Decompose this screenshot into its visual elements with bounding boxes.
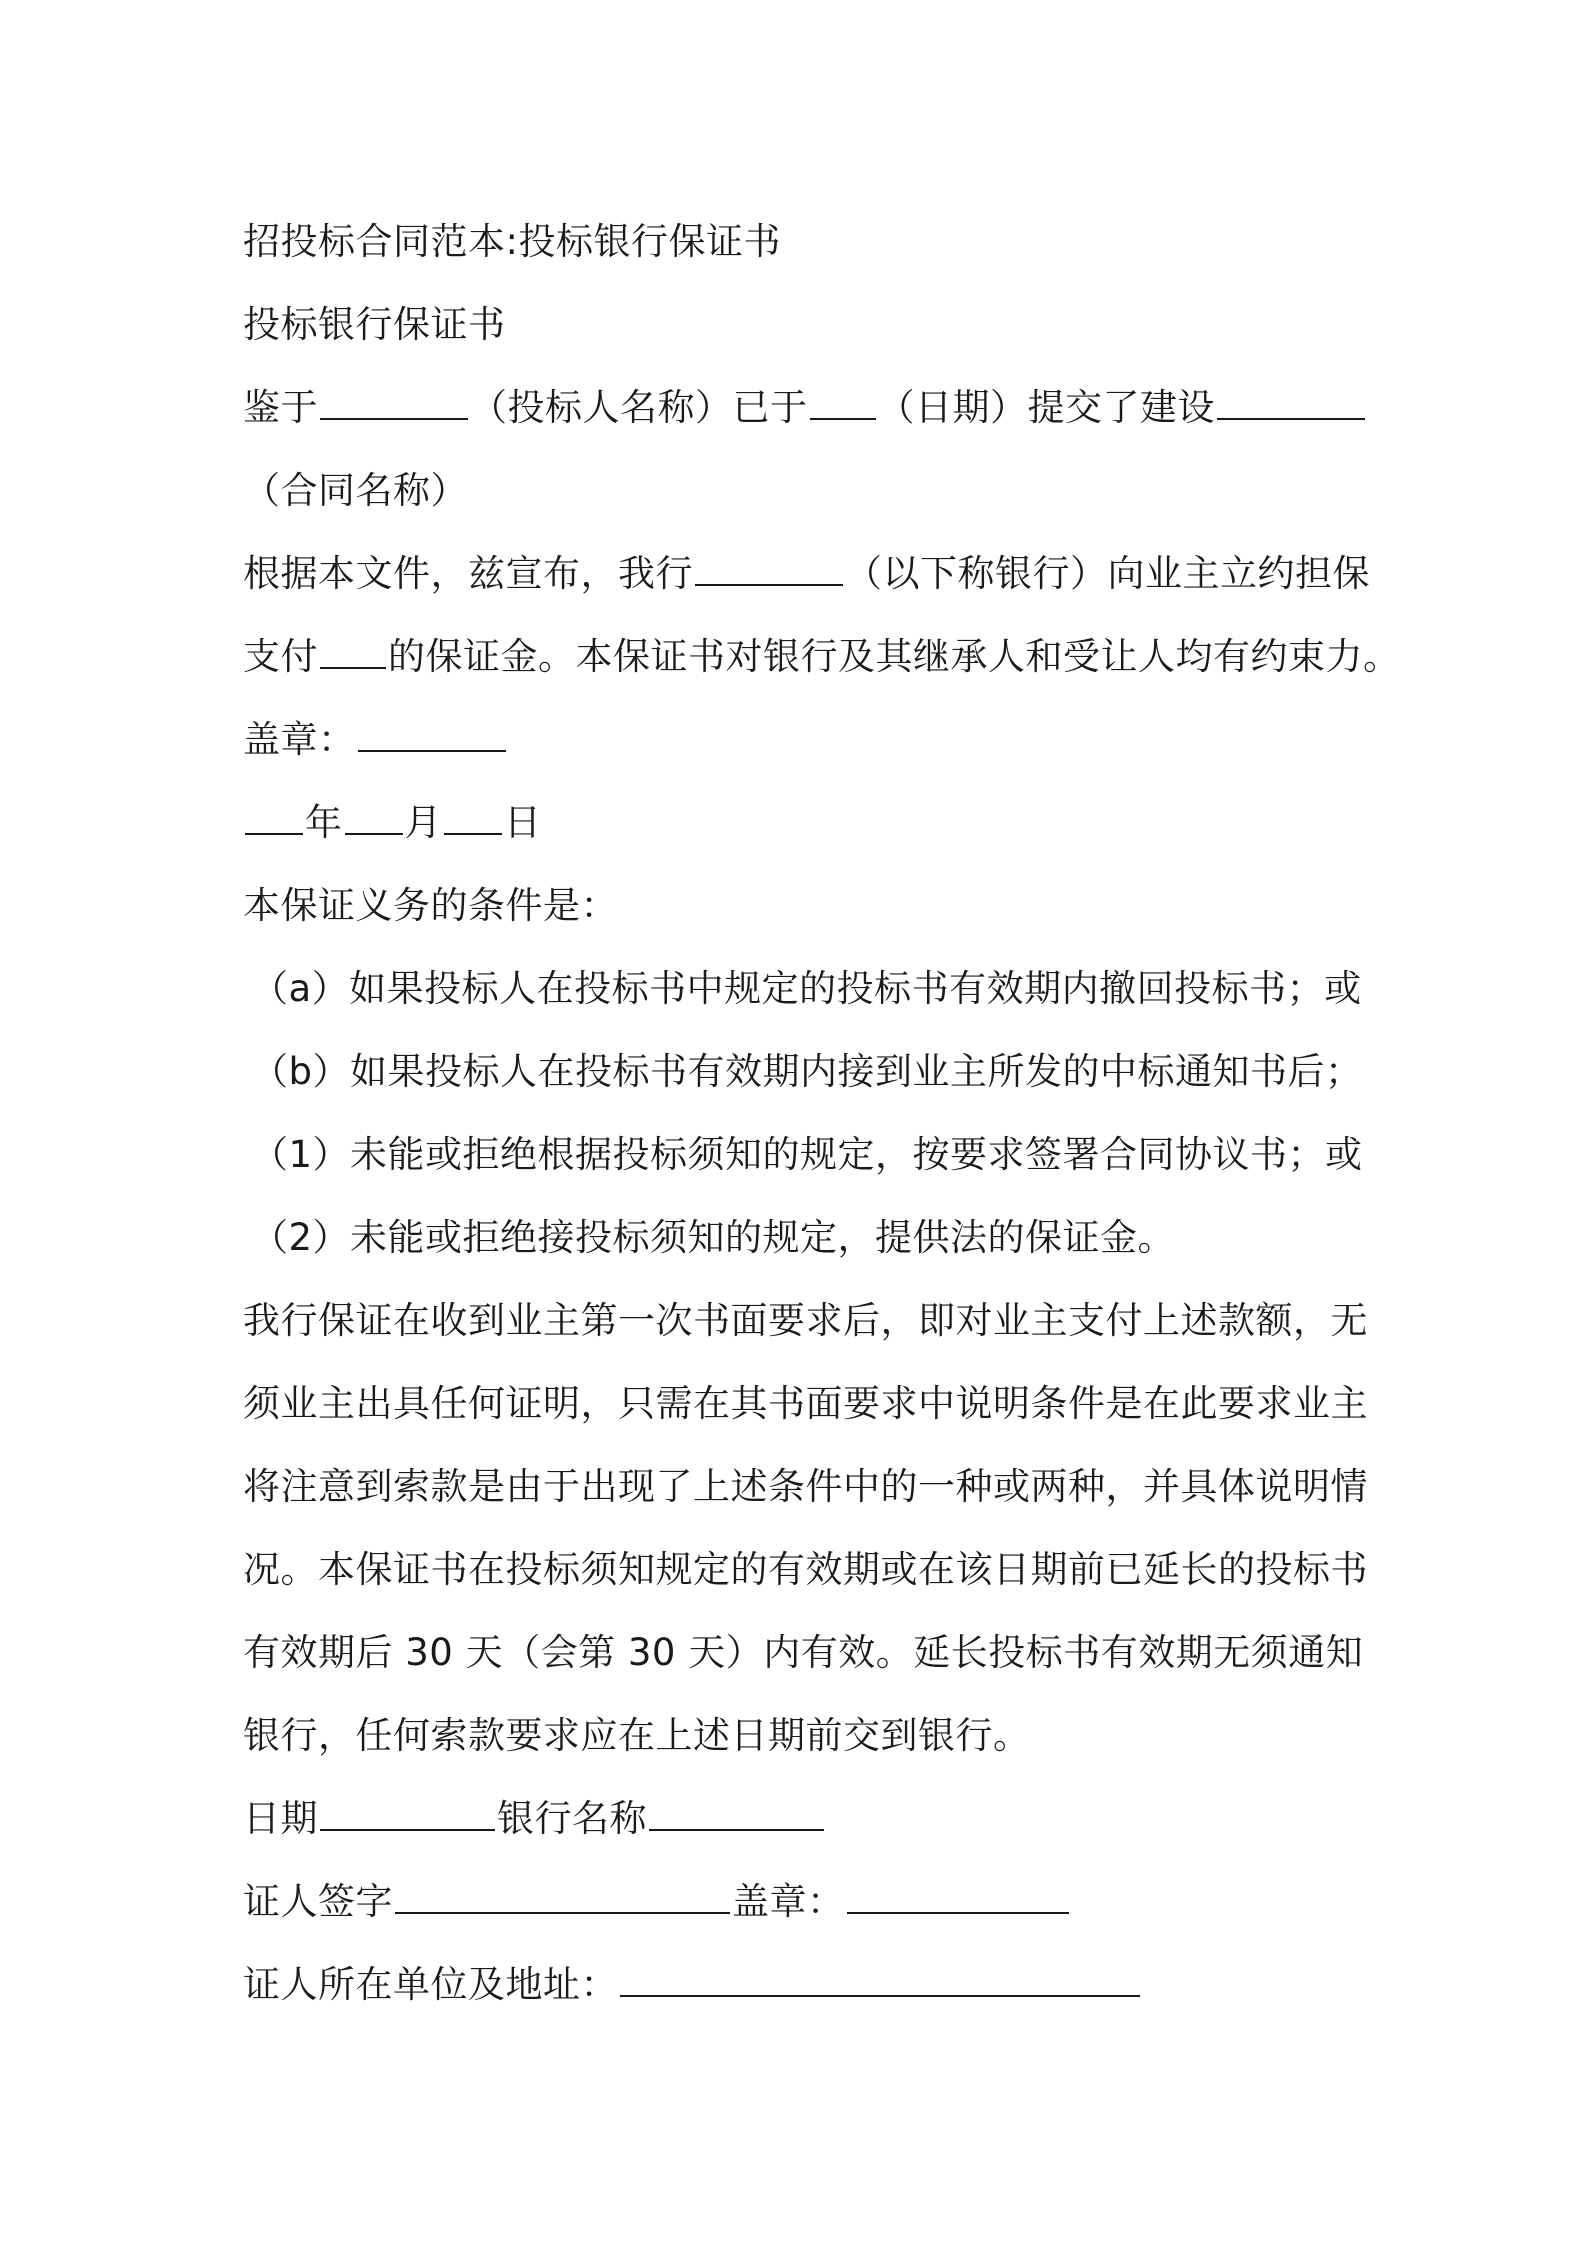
month-blank[interactable] [345,803,403,835]
witness-address-label: 证人所在单位及地址： [243,1963,618,2006]
intro-line [243,366,1373,449]
document-subtitle: 投标银行保证书 [243,303,506,346]
seal-label: 盖章： [243,718,356,761]
year-label: 年 [305,801,343,844]
footer-date-bank-line [243,1777,1373,1860]
guarantee-line-5: 有效期后 30 天（会第 30 天）内有效。延长投标书有效期无须通知 [243,1631,1364,1674]
day-label: 日 [504,801,542,844]
footer-seal-label: 盖章： [732,1880,845,1923]
seal-blank[interactable] [358,720,506,752]
bidder-name-blank[interactable] [320,388,468,420]
date-blank[interactable] [810,388,876,420]
guarantee-line-4: 况。本保证书在投标须知规定的有效期或在该日期前已延长的投标书 [243,1548,1368,1591]
date-line [243,781,1373,864]
condition-1: （1）未能或拒绝根据投标须知的规定，按要求签署合同协议书；或 [251,1133,1363,1176]
guarantee-line-6: 银行，任何索款要求应在上述日期前交到银行。 [243,1714,1031,1757]
amount-blank[interactable] [320,637,386,669]
guarantee-line-2: 须业主出具任何证明，只需在其书面要求中说明条件是在此要求业主 [243,1382,1368,1425]
footer-witness-line [243,1860,1373,1943]
condition-b: （b）如果投标人在投标书有效期内接到业主所发的中标通知书后； [251,1050,1363,1093]
footer-date-label: 日期 [243,1797,318,1840]
witness-sign-label: 证人签字 [243,1880,393,1923]
footer-address-line [243,1943,1373,2026]
project-blank[interactable] [1217,388,1365,420]
footer-bank-name-label: 银行名称 [497,1797,647,1840]
guarantee-line-1: 我行保证在收到业主第一次书面要求后，即对业主支付上述款额，无 [243,1299,1368,1342]
intro-text-2: （投标人名称）已于 [470,386,808,429]
declaration-text-1: 根据本文件，兹宣布，我行 [243,552,693,595]
contract-name-line: （合同名称） [243,469,468,512]
declaration-text-2: （以下称银行）向业主立约担保 [845,552,1370,595]
guarantee-line-3: 将注意到索款是由于出现了上述条件中的一种或两种，并具体说明情 [243,1465,1368,1508]
condition-2: （2）未能或拒绝接投标须知的规定，提供法的保证金。 [251,1216,1176,1259]
condition-a: （a）如果投标人在投标书中规定的投标书有效期内撤回投标书；或 [251,967,1362,1010]
bank-name-blank[interactable] [695,554,843,586]
footer-seal-blank[interactable] [847,1882,1069,1914]
year-blank[interactable] [245,803,303,835]
declaration-text-4: 的保证金。本保证书对银行及其继承人和受让人均有约束力。 [388,635,1401,678]
day-blank[interactable] [444,803,502,835]
footer-date-blank[interactable] [320,1799,495,1831]
document-page [243,200,1401,2026]
seal-line [243,698,1373,781]
witness-address-blank[interactable] [620,1965,1140,1997]
declaration-line-2 [243,615,1401,698]
intro-text-3: （日期）提交了建设 [877,386,1215,429]
conditions-heading: 本保证义务的条件是： [243,884,618,927]
footer-bank-name-blank[interactable] [649,1799,824,1831]
declaration-text-3: 支付 [243,635,318,678]
intro-text-1: 鉴于 [243,386,318,429]
month-label: 月 [404,801,442,844]
document-title: 招投标合同范本:投标银行保证书 [243,220,781,263]
witness-sign-blank[interactable] [395,1882,730,1914]
declaration-line-1 [243,532,1373,615]
